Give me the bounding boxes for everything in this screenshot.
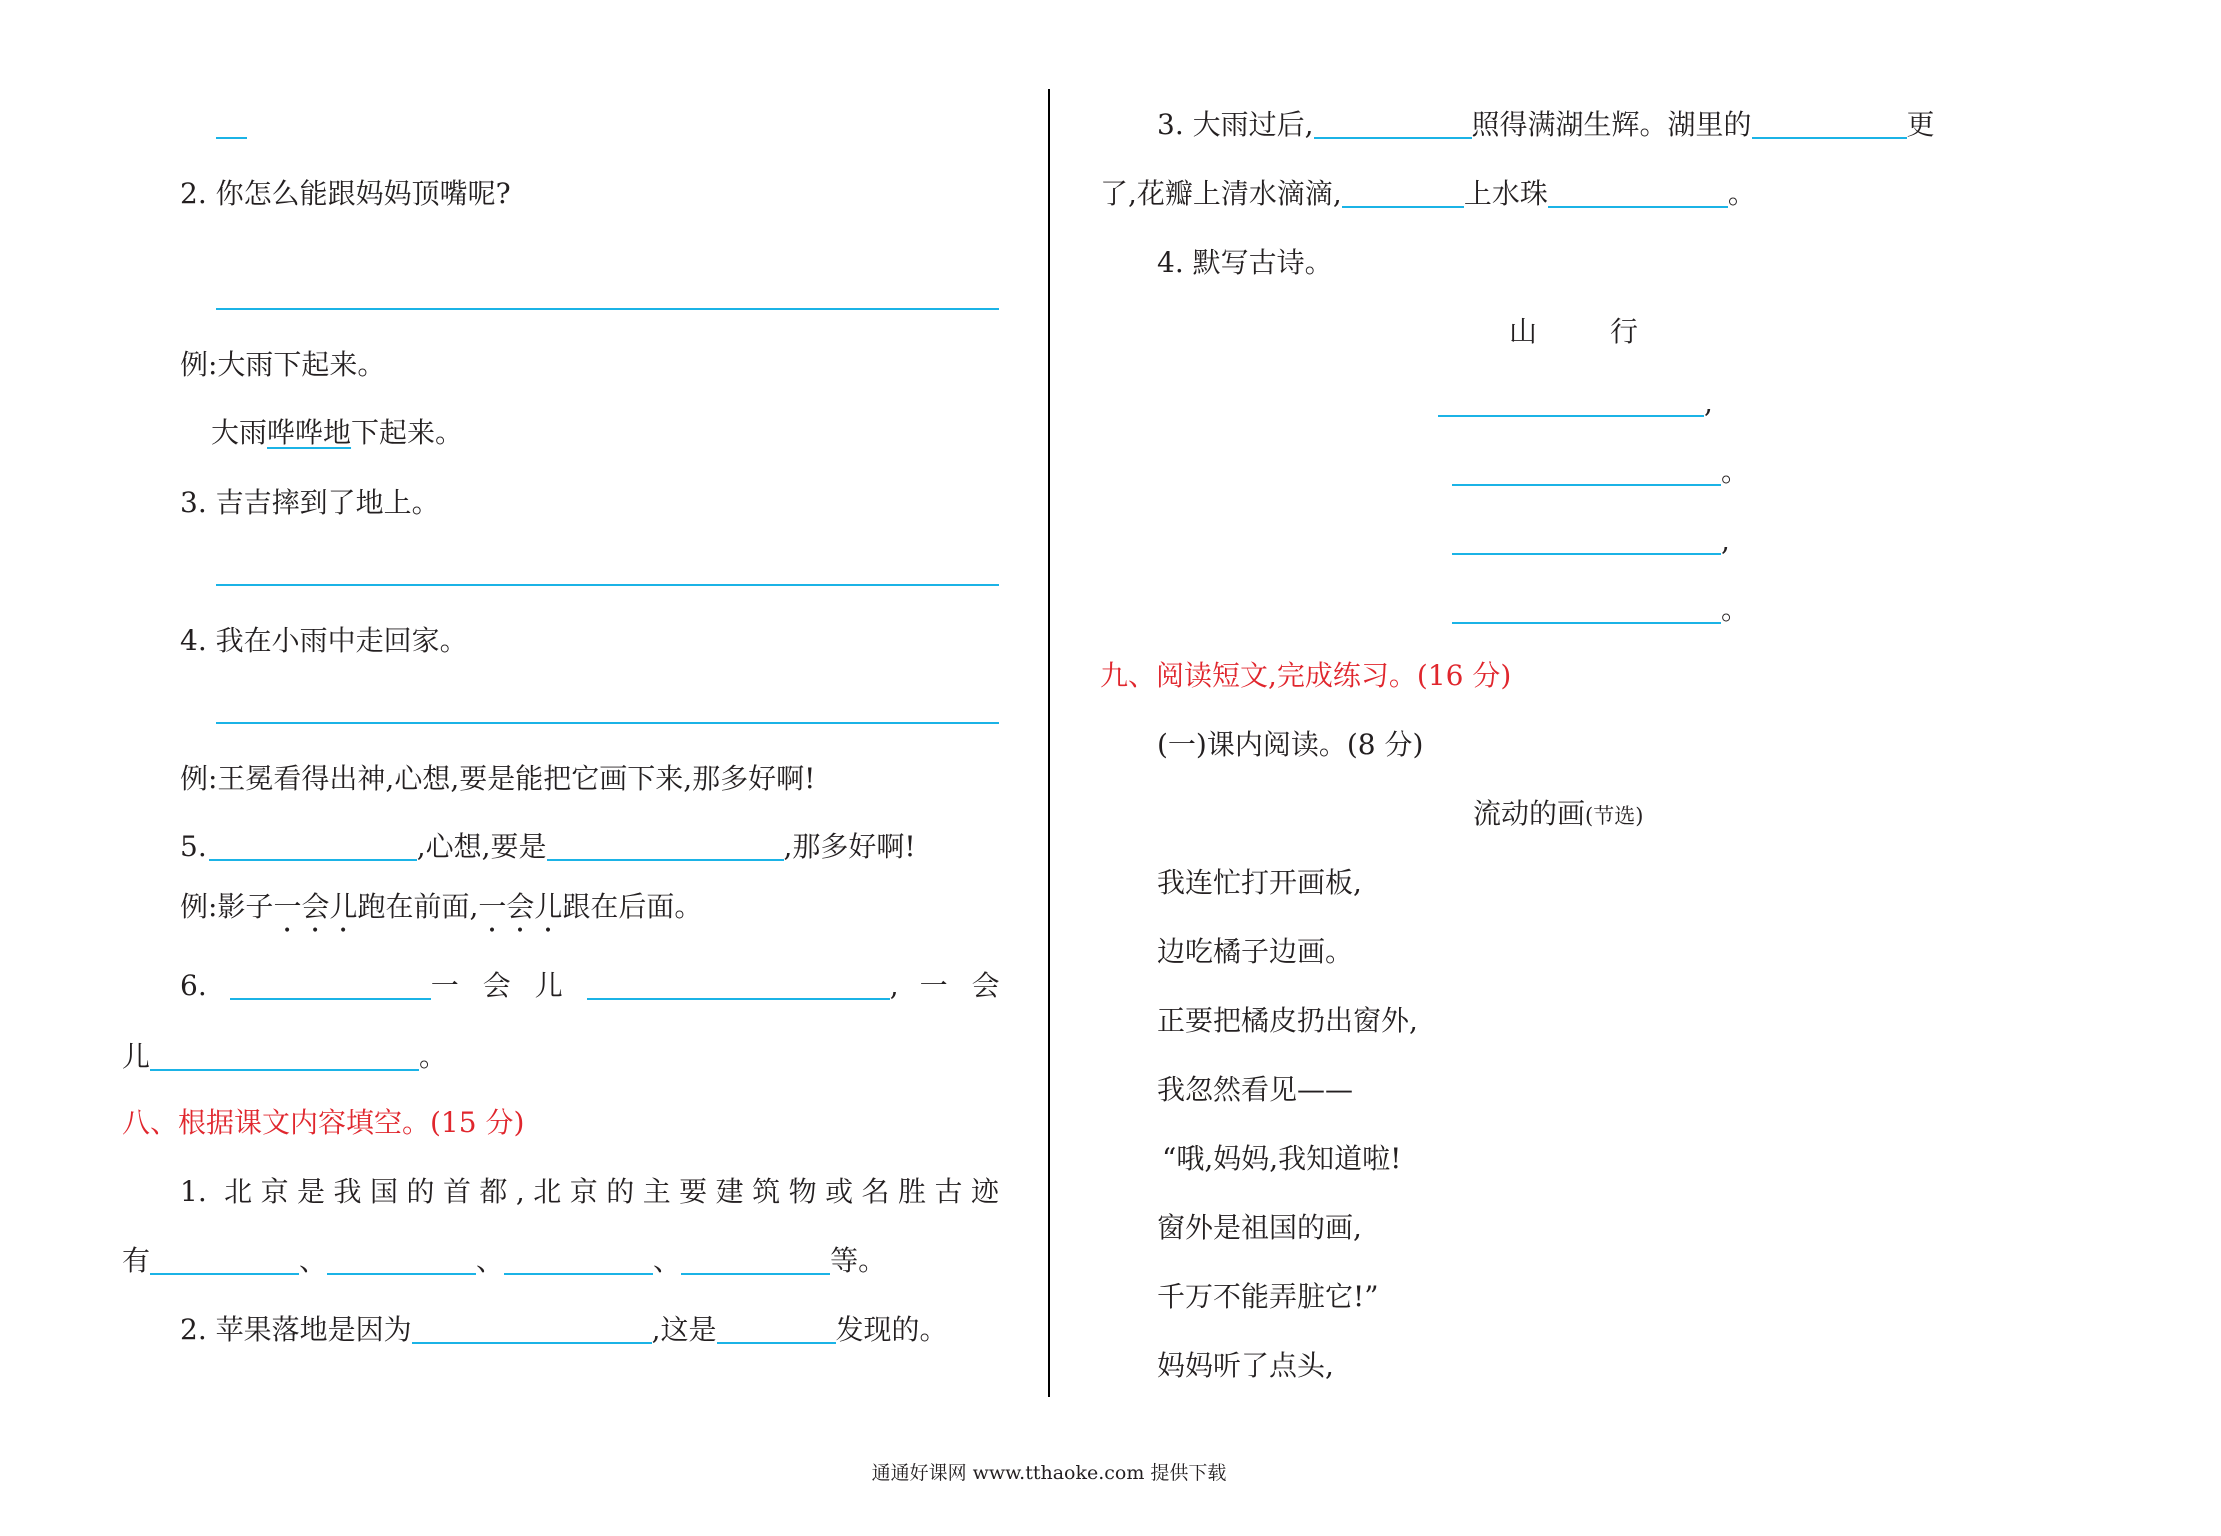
- answer-blank: [1438, 391, 1704, 417]
- section-8-q3-line2: [1100, 176, 1756, 212]
- section-8-q1-start: 有: [122, 1244, 151, 1277]
- question-5-number: 5.: [180, 830, 207, 863]
- passage-line: 正要把橘皮扔出窗外,: [1157, 1004, 1418, 1037]
- poem-punctuation: ,: [1704, 386, 1713, 419]
- answer-blank: [1342, 182, 1464, 208]
- poem-punctuation: ,: [1721, 524, 1730, 557]
- example-1-underlined-word: 哗哗地: [267, 416, 352, 449]
- section-8-q2-start: 2. 苹果落地是因为: [180, 1313, 412, 1346]
- question-6-continuation: [122, 1039, 447, 1075]
- answer-line-q2: [216, 308, 999, 310]
- question-5-end: ,那多好啊!: [783, 830, 916, 863]
- passage-note: (节选): [1585, 804, 1644, 828]
- answer-blank: [1752, 113, 1907, 139]
- section-8-q1-line2: [122, 1243, 886, 1279]
- example-3-prefix: 例:影子: [180, 890, 274, 923]
- section-8-q1-line1: 1. 北京是我国的首都,北京的主要建筑物或名胜古迹: [180, 1175, 999, 1208]
- column-divider: [1048, 89, 1050, 1397]
- separator: 、: [299, 1244, 328, 1277]
- passage-title: [1473, 796, 1643, 834]
- example-1-answer-before: 大雨: [211, 416, 268, 449]
- answer-blank: [717, 1318, 836, 1344]
- example-1-text: 例:大雨下起来。: [180, 348, 386, 381]
- poem-title: 山行: [1509, 315, 1712, 348]
- example-2-text: 例:王冕看得出神,心想,要是能把它画下来,那多好啊!: [180, 762, 816, 795]
- passage-line: 千万不能弄脏它!”: [1157, 1280, 1379, 1313]
- section-8-q3-line2-start: 了,花瓣上清水滴滴,: [1100, 177, 1342, 210]
- passage-title-text: 流动的画: [1473, 797, 1586, 830]
- answer-blank: [150, 1249, 299, 1275]
- answer-blank: [327, 1249, 476, 1275]
- example-1-answer: [211, 415, 463, 451]
- poem-line: [1452, 523, 1730, 559]
- answer-blank: [1452, 460, 1721, 486]
- answer-blank: [412, 1318, 652, 1344]
- answer-line-q4: [216, 722, 999, 724]
- question-5-middle: ,心想,要是: [416, 830, 547, 863]
- section-8-q3-line2-end: 。: [1727, 177, 1756, 210]
- question-6-separator: ,: [889, 969, 899, 1002]
- section-9-heading: 九、阅读短文,完成练习。(16 分): [1100, 659, 1512, 692]
- question-6-tail: 一会: [919, 969, 1024, 1002]
- section-8-heading: 八、根据课文内容填空。(15 分): [122, 1106, 525, 1139]
- answer-blank: [547, 835, 784, 861]
- section-8-q3-line2-middle: 上水珠: [1463, 177, 1548, 210]
- question-6: [180, 968, 1024, 1004]
- passage-line: 窗外是祖国的画,: [1157, 1211, 1362, 1244]
- section-8-q2: [180, 1312, 948, 1348]
- section-8-q2-middle: ,这是: [651, 1313, 717, 1346]
- answer-blank: [587, 974, 890, 1000]
- answer-blank: [504, 1249, 653, 1275]
- poem-line: [1438, 385, 1713, 421]
- answer-line-q3: [216, 584, 999, 586]
- question-2-text: 2. 你怎么能跟妈妈顶嘴呢?: [180, 177, 511, 210]
- answer-blank: [1314, 113, 1472, 139]
- answer-blank: [209, 835, 417, 861]
- example-3-dotted-word: 一会儿: [273, 890, 358, 923]
- answer-blank: [1452, 529, 1721, 555]
- example-3: [180, 889, 702, 939]
- answer-blank: [230, 974, 431, 1000]
- passage-line: 我连忙打开画板,: [1157, 866, 1362, 899]
- poem-line: [1452, 592, 1749, 628]
- example-3-middle: 跑在前面,: [357, 890, 479, 923]
- footer-credit: 通通好课网 www.tthaoke.com 提供下载: [871, 1462, 1227, 1484]
- question-6-number: 6.: [180, 969, 207, 1002]
- answer-blank: [681, 1249, 830, 1275]
- answer-blank: [1452, 598, 1721, 624]
- question-6-continuation-text: 儿: [122, 1040, 151, 1073]
- section-8-q4-text: 4. 默写古诗。: [1157, 246, 1333, 279]
- passage-line: 妈妈听了点头,: [1157, 1349, 1334, 1382]
- example-1-answer-after: 下起来。: [351, 416, 464, 449]
- question-6-middle: 一会儿: [430, 969, 587, 1002]
- question-3-text: 3. 吉吉摔到了地上。: [180, 486, 440, 519]
- answer-line-fragment: [216, 137, 247, 139]
- separator: 、: [476, 1244, 505, 1277]
- question-5: [180, 829, 916, 865]
- question-6-end: 。: [419, 1040, 448, 1073]
- section-8-q3-start: 3. 大雨过后,: [1157, 108, 1314, 141]
- example-3-dotted-word: 一会儿: [478, 890, 563, 923]
- section-8-q2-end: 发现的。: [835, 1313, 948, 1346]
- poem-punctuation: 。: [1721, 593, 1750, 626]
- separator: 、: [653, 1244, 682, 1277]
- passage-line: 边吃橘子边画。: [1157, 935, 1354, 968]
- section-9-part-1: (一)课内阅读。(8 分): [1157, 728, 1424, 761]
- answer-blank: [1548, 182, 1728, 208]
- example-3-end: 跟在后面。: [562, 890, 703, 923]
- section-8-q3-end: 更: [1906, 108, 1935, 141]
- answer-blank: [150, 1045, 419, 1071]
- section-8-q3-middle: 照得满湖生辉。湖里的: [1471, 108, 1752, 141]
- poem-punctuation: 。: [1721, 455, 1750, 488]
- passage-line: 我忽然看见——: [1157, 1073, 1354, 1106]
- passage-line: “哦,妈妈,我知道啦!: [1162, 1142, 1402, 1175]
- section-8-q1-end: 等。: [830, 1244, 887, 1277]
- section-8-q3-line1: [1157, 107, 1935, 143]
- poem-line: [1452, 454, 1749, 490]
- question-4-text: 4. 我在小雨中走回家。: [180, 624, 468, 657]
